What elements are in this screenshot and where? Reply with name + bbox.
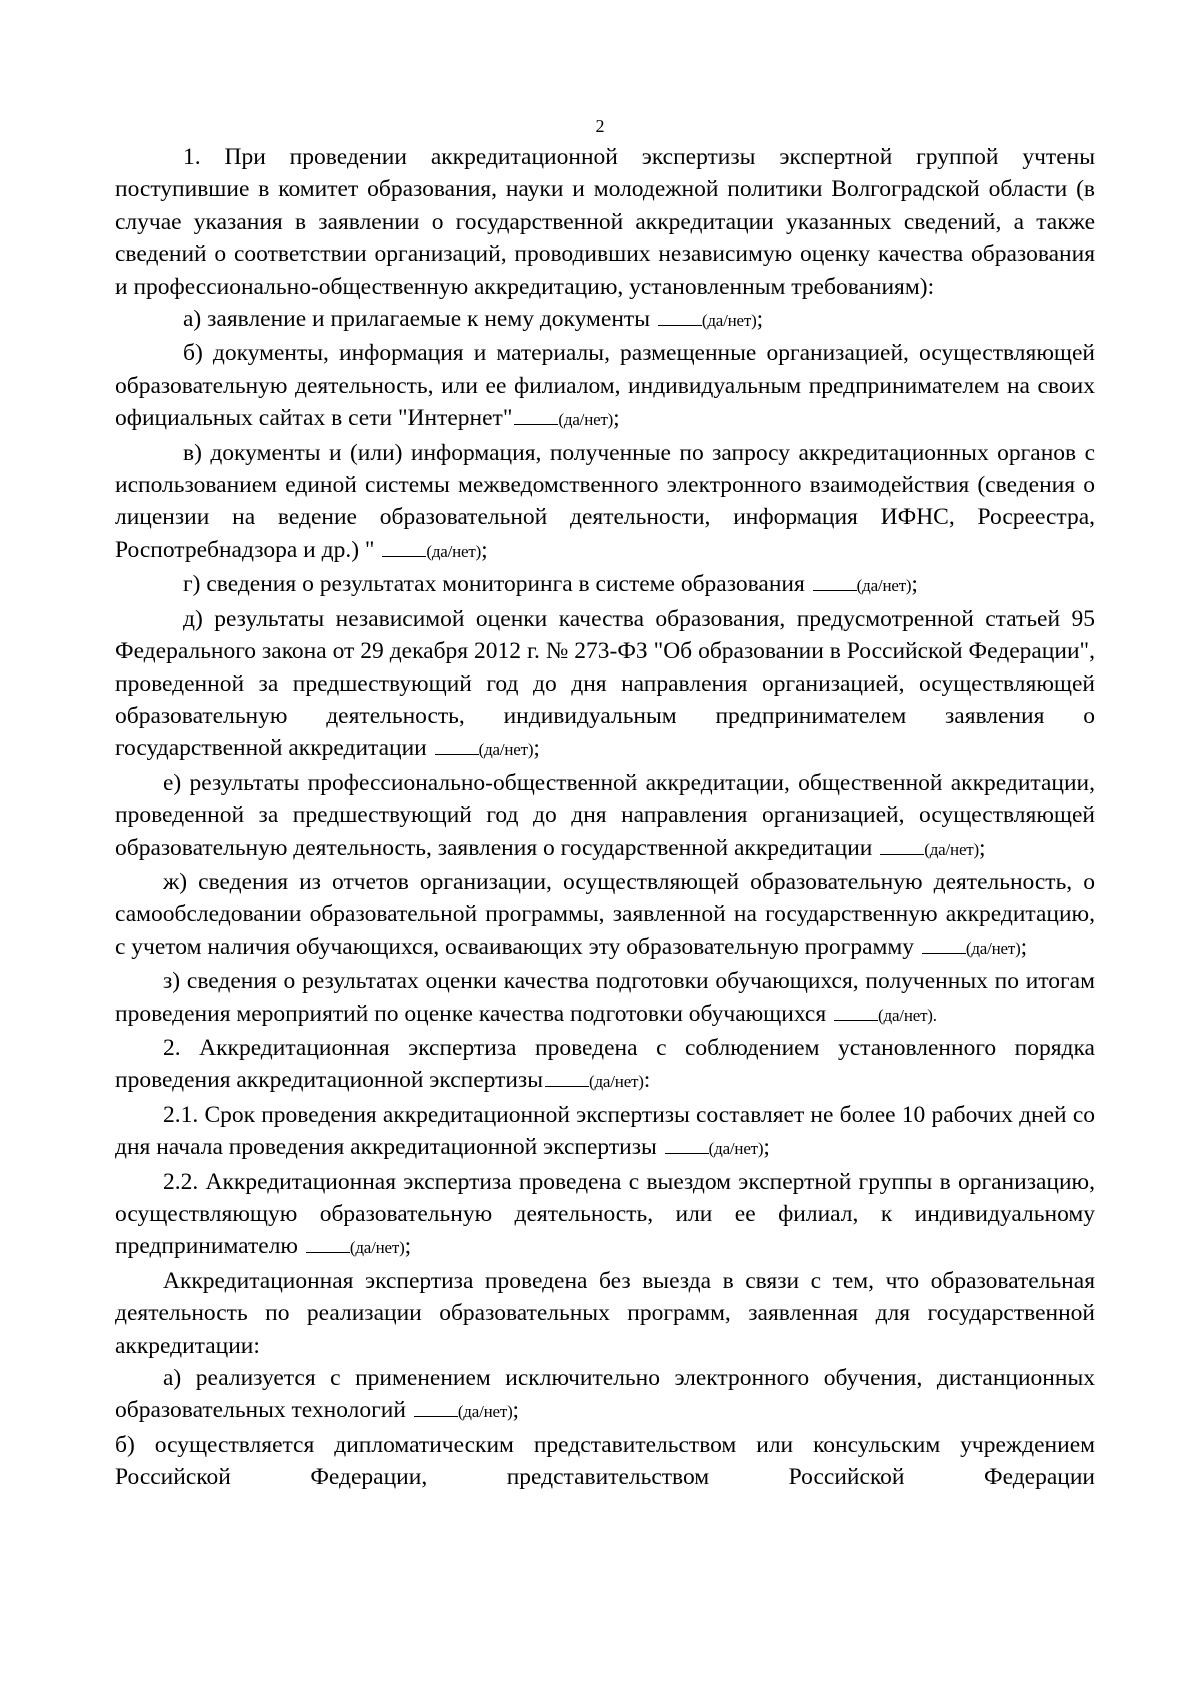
item-text: б) документы, информация и материалы, размещенные организацией, осуществляющей образовательную деятельность, или ее филиалом, индивидуальным предпринимателем на своих официальных сайтах в сети "Интернет" <box>115 340 1095 432</box>
item-end: ; <box>1020 933 1028 960</box>
yes-no-hint: (да/нет) <box>965 938 1021 958</box>
item-end: ; <box>404 1233 412 1260</box>
answer-blank <box>880 853 924 855</box>
item-text: в) документы и (или) информация, полученные по запросу аккредитационных органов с использованием единой системы межведомственного электронного взаимодействия (сведения о лицензии на ведение образовательной деятельности, информация ИФНС, Росреестра, Роспотребнадзора и др.) " <box>115 439 1095 563</box>
item-text: ж) сведения из отчетов организации, осуществляющей образовательную деятельность, о самообследовании образовательной программы, заявленной на государственную аккредитацию, с учетом наличия обучающихся, осваивающих эту образовательную программу <box>115 868 1095 960</box>
answer-blank <box>414 1415 458 1417</box>
answer-blank <box>545 1085 589 1087</box>
item-end: ; <box>533 735 540 762</box>
item-b <box>115 337 1095 436</box>
item-a <box>115 303 1095 337</box>
item-text: а) заявление и прилагаемые к нему документы <box>183 306 650 333</box>
item-d <box>115 603 1095 767</box>
yes-no-hint: (да/нет) <box>856 576 912 596</box>
item-g <box>115 568 1095 602</box>
item-e <box>115 767 1095 866</box>
document-body <box>115 141 1095 1494</box>
item-text: е) результаты профессионально-общественной аккредитации, общественной аккредитации, проведенной за предшествующий год до дня направления организацией, осуществляющей образовательную деятельность, заявления о государственной аккредитации <box>115 769 1095 861</box>
yes-no-hint: (да/нет) <box>426 541 482 561</box>
yes-no-hint: (да/нет) <box>589 1072 644 1092</box>
item-end: ; <box>911 571 918 598</box>
item-end: ; <box>481 536 488 563</box>
item-text: 2. Аккредитационная экспертиза проведена с соблюдением установленного порядка проведения аккредитационной экспертизы <box>115 1034 1095 1094</box>
paragraph-2 <box>115 1032 1095 1099</box>
item-z <box>115 965 1095 1032</box>
answer-blank <box>665 1152 709 1154</box>
yes-no-hint: (да/нет) <box>349 1238 405 1258</box>
item-end: ; <box>763 1134 770 1161</box>
paragraph-3: Аккредитационная экспертиза проведена без выезда в связи с тем, что образовательная деятельность по реализации образовательных программ, заявленная для государственной аккредитации: <box>115 1267 1095 1359</box>
answer-blank <box>813 589 857 591</box>
yes-no-hint: (да/нет) <box>878 1005 933 1025</box>
item-text: д) результаты независимой оценки качества образования, предусмотренной статьей 95 Федерального закона от 29 декабря 2012 г. № 273-ФЗ "Об образовании в Российской Федерации", проведенной за предшествующий год до дня направления организацией, осуществляющей образовательную деятельность, индивидуальным предпринимателем заявления о государственной аккредитации <box>115 605 1095 762</box>
page-number: 2 <box>595 116 605 136</box>
yes-no-hint: (да/нет) <box>701 311 757 331</box>
answer-blank <box>514 423 558 425</box>
item-end: ; <box>756 306 764 333</box>
item-end: ; <box>512 1397 520 1424</box>
yes-no-hint: (да/нет) <box>558 410 614 430</box>
item-text: 2.1. Срок проведения аккредитационной экспертизы составляет не более 10 рабочих дней со дня начала проведения аккредитационной экспертизы <box>115 1101 1095 1161</box>
answer-blank <box>922 952 966 954</box>
item-text: з) сведения о результатах оценки качества подготовки обучающихся, полученных по итогам проведения мероприятий по оценке качества подготовки обучающихся <box>115 968 1095 1027</box>
answer-blank <box>382 555 426 557</box>
item-v <box>115 437 1095 569</box>
paragraph-1: 1. При проведении аккредитационной экспертизы экспертной группой учтены поступившие в комитет образования, науки и молодежной политики Волгоградской области (в случае указания в заявлении о государственной аккредитации указанных сведений, а также сведений о соответствии организаций, проводивших независимую оценку качества образования и профессионально-общественную аккредитацию, установленным требованиям): <box>115 144 1095 300</box>
item-3a <box>115 1362 1095 1429</box>
answer-blank <box>658 324 702 326</box>
item-end: . <box>932 1005 937 1025</box>
item-text: 2.2. Аккредитационная экспертиза проведена с выездом экспертной группы в организацию, осуществляющую образовательную деятельность, или ее филиал, к индивидуальному предпринимателю <box>115 1168 1095 1260</box>
yes-no-hint: (да/нет) <box>708 1139 764 1159</box>
item-3b: б) осуществляется дипломатическим представительством или консульским учреждением Российской Федерации, представительством Российской Федерации <box>115 1431 1095 1491</box>
item-end: : <box>643 1067 651 1094</box>
item-end: ; <box>613 405 620 432</box>
item-zh <box>115 866 1095 965</box>
answer-blank <box>306 1251 350 1253</box>
paragraph-2-1 <box>115 1099 1095 1166</box>
yes-no-hint: (да/нет) <box>457 1402 513 1422</box>
yes-no-hint: (да/нет) <box>924 839 979 859</box>
answer-blank <box>834 1019 878 1021</box>
item-text: г) сведения о результатах мониторинга в системе образования <box>183 571 805 598</box>
answer-blank <box>435 753 479 755</box>
yes-no-hint: (да/нет) <box>478 740 534 760</box>
paragraph-2-2 <box>115 1166 1095 1265</box>
item-text: а) реализуется с применением исключительно электронного обучения, дистанционных образовательных технологий <box>115 1365 1095 1424</box>
item-end: ; <box>978 834 986 861</box>
